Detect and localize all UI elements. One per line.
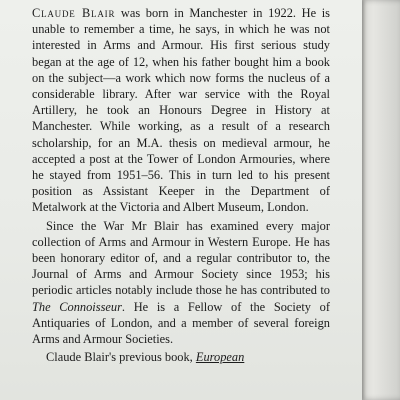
paragraph-1 bbox=[32, 5, 330, 216]
paragraph-2 bbox=[32, 218, 330, 348]
biography-text bbox=[32, 5, 330, 365]
previous-book-title: European bbox=[195, 350, 245, 365]
magazine-title: The Connoisseur bbox=[32, 299, 122, 314]
paragraph-1-body: was born in Manchester in 1922. He is unable to remember a time, he says, in which he was not interested in Arms and Armour. His first serious study began at the age of 12, when his father bought him a book on the subject—a work which now forms the nucleus of a considerable library. After war service with the Royal Artillery, he took an Honours Degree in History at Manchester. While working, as a result of a research scholarship, for an M.A. thesis on medieval armour, he accepted a post at the Tower of London Armouries, where he stayed from 1951–56. This in turn led to his present position as Assistant Keeper in the Department of Metalwork at the Victoria and Albert Museum, London. bbox=[32, 6, 330, 215]
paragraph-2-tail: . He is a Fellow of the Society of Antiquaries of London, and a member of several foreign Arms and Armour Societies. bbox=[32, 299, 330, 347]
paragraph-3 bbox=[32, 349, 330, 365]
paragraph-3-body: Claude Blair's previous book, bbox=[46, 350, 193, 365]
author-name: Claude Blair bbox=[32, 6, 116, 20]
paragraph-2-body: Since the War Mr Blair has examined every major collection of Arms and Armour in Western Europe. He has been honorary editor of, and a regular contributor to, the Journal of Arms and Armour Society since 1953; his periodic articles notably include those he has contributed to bbox=[32, 218, 330, 298]
book-cover-edge bbox=[356, 0, 400, 400]
